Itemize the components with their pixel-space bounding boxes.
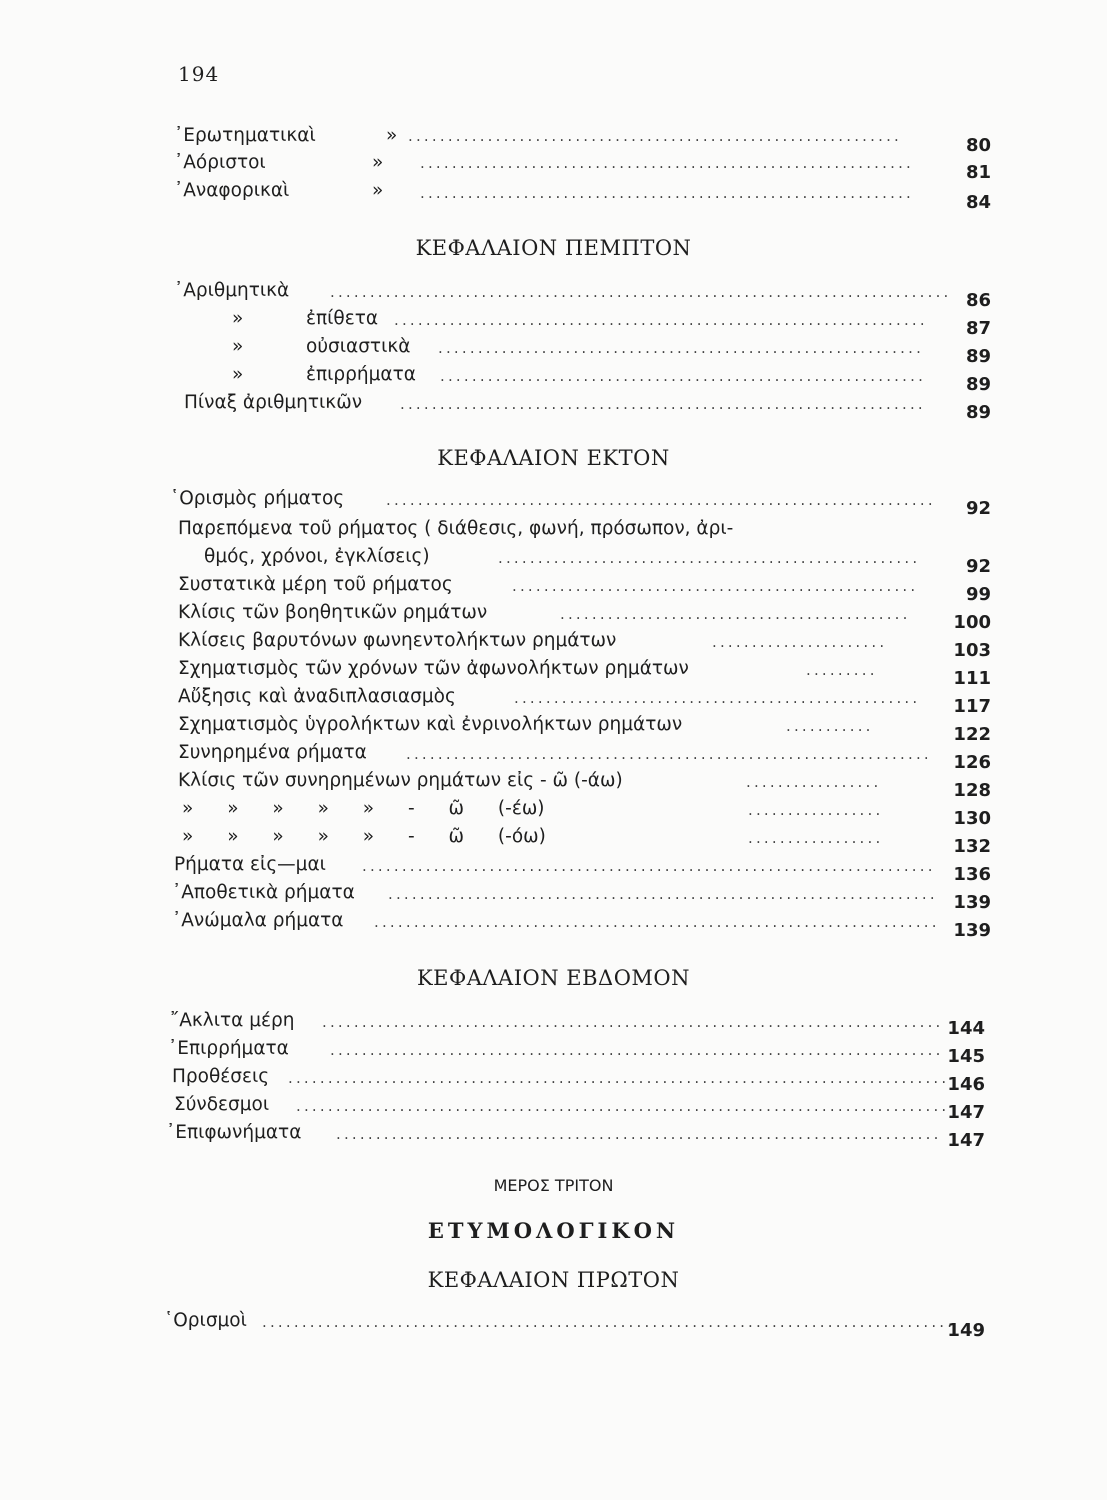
entry-title: ᾿Ανώμαλα ρήματα	[172, 910, 344, 931]
toc-entry	[0, 336, 1107, 367]
chapter-heading: ΚΕΦΑΛΑΙΟΝ ΠΕΜΠΤΟΝ	[415, 236, 692, 260]
toc-entry	[0, 910, 1107, 941]
dot-leader: .............................................................	[440, 367, 927, 385]
page-ref: 92	[965, 556, 991, 577]
dot-leader: .....................................................	[498, 549, 921, 567]
page-ref: 89	[965, 346, 991, 367]
toc-entry	[0, 1310, 1107, 1341]
toc-entry	[0, 602, 1107, 633]
entry-title: Προθέσεις	[172, 1066, 270, 1087]
page-ref: 80	[965, 135, 991, 156]
ditto-mark: »	[386, 125, 398, 146]
dot-leader: ......................	[712, 633, 888, 651]
dot-leader: .....................................................................	[388, 885, 938, 903]
entry-title: ῎Ακλιτα μέρη	[170, 1010, 295, 1031]
entry-title: Ρήματα εἰς—μαι	[174, 854, 326, 875]
page-ref: 111	[953, 668, 991, 689]
entry-title: Σύνδεσμοι	[174, 1094, 270, 1115]
entry-title: Σχηματισμὸς ὑγρολήκτων καὶ ἐνρινολήκτων ρημάτων	[178, 714, 683, 735]
toc-entry	[0, 392, 1107, 423]
entry-title-continued: θμός, χρόνοι, ἐγκλίσεις)	[204, 546, 430, 567]
part-heading: ΜΕΡΟΣ ΤΡΙΤΟΝ	[493, 1176, 614, 1195]
entry-title: Σχηματισμὸς τῶν χρόνων τῶν ἀφωνολήκτων ρημάτων	[178, 658, 689, 679]
dot-leader: ............................................................................	[336, 1125, 942, 1143]
toc-entry	[0, 125, 1107, 156]
entry-title: ᾿Αποθετικὰ ρήματα	[172, 882, 355, 903]
page-ref: 87	[965, 318, 991, 339]
ditto-mark: »	[232, 308, 244, 329]
entry-title: Παρεπόμενα τοῦ ρήματος ( διάθεσις, φωνή, πρόσωπον, ἀρι-	[178, 518, 734, 539]
toc-entry	[0, 798, 1107, 829]
toc-entry	[0, 658, 1107, 689]
dot-leader: ..............................................................	[420, 184, 915, 202]
dot-leader: ...................................................	[514, 689, 921, 707]
entry-title: Συνηρημένα ρήματα	[178, 742, 367, 763]
toc-entry	[0, 686, 1107, 717]
toc-entry	[0, 518, 1107, 577]
page-ref: 117	[953, 696, 991, 717]
entry-title: ᾿Αναφορικαὶ	[174, 180, 290, 201]
page-ref: 147	[947, 1130, 985, 1151]
page-ref: 146	[947, 1074, 985, 1095]
entry-title: Κλίσις τῶν βοηθητικῶν ρημάτων	[178, 602, 488, 623]
dot-leader: .......................................................................	[374, 913, 940, 931]
dot-leader: .................	[746, 773, 882, 791]
dot-leader: ..............................................................................	[330, 283, 952, 301]
toc-entry	[0, 488, 1107, 519]
entry-title: οὐσιαστικὰ	[306, 336, 411, 357]
dot-leader: .........	[806, 661, 878, 679]
ditto-mark: »	[232, 336, 244, 357]
page-ref: 84	[965, 192, 991, 213]
page-ref: 89	[965, 402, 991, 423]
toc-entry	[0, 770, 1107, 801]
toc-entry	[0, 574, 1107, 605]
page-ref: 128	[953, 780, 991, 801]
chapter-heading: ΚΕΦΑΛΑΙΟΝ ΠΡΩΤΟΝ	[427, 1268, 680, 1292]
entry-title: ἐπίθετα	[306, 308, 379, 329]
dot-leader: .................	[748, 801, 884, 819]
entry-title: ῾Ορισμὸς ρήματος	[170, 488, 345, 509]
entry-title: ᾿Επιρρήματα	[168, 1038, 289, 1059]
page-ref: 103	[953, 640, 991, 661]
entry-title: ᾿Αόριστοι	[174, 152, 266, 173]
dot-leader: .....................................................................	[386, 491, 936, 509]
page-ref: 136	[953, 864, 991, 885]
entry-title: Συστατικὰ μέρη τοῦ ρήματος	[178, 574, 453, 595]
chapter-heading: ΚΕΦΑΛΑΙΟΝ ΕΒΔΟΜΟΝ	[416, 966, 691, 990]
toc-entry	[0, 630, 1107, 661]
page-ref: 81	[965, 162, 991, 183]
entry-title: ᾿Ερωτηματικαὶ	[174, 125, 316, 146]
page-number: 194	[178, 62, 220, 86]
toc-entry	[0, 1122, 1107, 1151]
dot-leader: ..................................................................	[400, 395, 926, 413]
page-ref: 147	[947, 1102, 985, 1123]
toc-entry	[0, 280, 1107, 311]
toc-entry	[0, 180, 1107, 213]
entry-ditto-row: » » » » » - ῶ (-έω)	[182, 798, 545, 819]
toc-entry	[0, 1010, 1107, 1039]
chapter-heading: ΚΕΦΑΛΑΙΟΝ ΕΚΤΟΝ	[437, 446, 670, 470]
page-ref: 132	[953, 836, 991, 857]
page-ref: 149	[947, 1320, 985, 1341]
page-ref: 99	[965, 584, 991, 605]
page-ref: 145	[947, 1046, 985, 1067]
dot-leader: ............................................	[560, 605, 911, 623]
entry-title: Πίναξ ἀριθμητικῶν	[184, 392, 363, 413]
toc-entry	[0, 308, 1107, 339]
dot-leader: .......................................................................................	[262, 1313, 956, 1331]
page-ref: 126	[953, 752, 991, 773]
toc-entry	[0, 364, 1107, 395]
entry-title: Αὔξησις καὶ ἀναδιπλασιασμὸς	[178, 686, 456, 707]
dot-leader: ...................................................................................	[288, 1069, 950, 1087]
dot-leader: ..............................................................................	[322, 1013, 944, 1031]
dot-leader: ...................................................	[512, 577, 919, 595]
toc-entry	[0, 742, 1107, 773]
page-ref: 122	[953, 724, 991, 745]
dot-leader: ..............................................................	[408, 127, 903, 145]
toc-entry	[0, 1066, 1107, 1095]
dot-leader: .............................................................	[438, 339, 925, 357]
ditto-mark: »	[372, 152, 384, 173]
dot-leader: .............................................................................	[330, 1041, 944, 1059]
toc-entry	[0, 1094, 1107, 1123]
dot-leader: ...........	[786, 717, 874, 735]
toc-entry	[0, 882, 1107, 913]
page-ref: 130	[953, 808, 991, 829]
page-ref: 89	[965, 374, 991, 395]
toc-entry	[0, 1038, 1107, 1067]
entry-title: ἐπιρρήματα	[306, 364, 416, 385]
entry-title: ᾿Επιφωνήματα	[166, 1122, 302, 1143]
toc-entry	[0, 854, 1107, 885]
book-heading: ΕΤΥΜΟΛΟΓΙΚΟΝ	[427, 1218, 680, 1243]
entry-title: Κλίσις τῶν συνηρημένων ρημάτων εἰς - ῶ (-άω)	[178, 770, 623, 791]
dot-leader: .................	[748, 829, 884, 847]
entry-title: Κλίσεις βαρυτόνων φωνηεντολήκτων ρημάτων	[178, 630, 617, 651]
dot-leader: ..................................................................................	[296, 1097, 950, 1115]
entry-ditto-row: » » » » » - ῶ (-όω)	[182, 826, 546, 847]
dot-leader: ........................................................................	[362, 857, 936, 875]
dot-leader: ...................................................................	[394, 311, 928, 329]
page-ref: 139	[953, 920, 991, 941]
page-ref: 92	[965, 498, 991, 519]
ditto-mark: »	[232, 364, 244, 385]
dot-leader: ..............................................................	[420, 154, 915, 172]
dot-leader: ..................................................................	[406, 745, 932, 763]
toc-entry	[0, 152, 1107, 183]
entry-title: ᾿Αριθμητικὰ	[174, 280, 290, 301]
page-ref: 100	[953, 612, 991, 633]
toc-entry	[0, 826, 1107, 857]
page-ref: 86	[965, 290, 991, 311]
page-ref: 144	[947, 1018, 985, 1039]
page-ref: 139	[953, 892, 991, 913]
ditto-mark: »	[372, 180, 384, 201]
toc-entry	[0, 714, 1107, 745]
entry-title: ῾Ορισμοὶ	[164, 1310, 247, 1331]
